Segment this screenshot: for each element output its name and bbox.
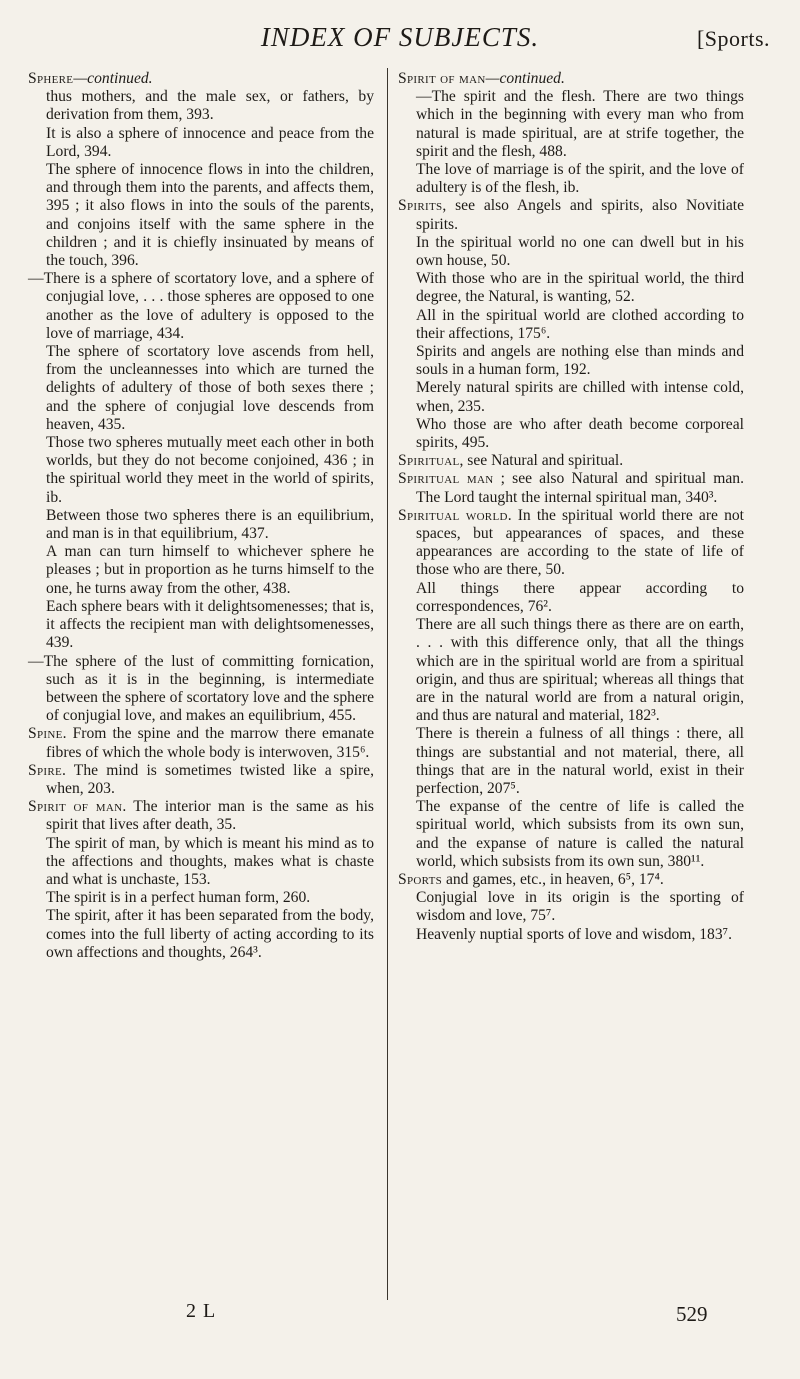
index-subentry: The love of marriage is of the spirit, and the love of adultery is of the flesh, ib. (416, 161, 744, 197)
entry-heading: Spine (28, 725, 63, 743)
index-subentry: The sphere of scortatory love ascends from hell, from the uncleannesses into which are turned the delights of adultery of those of both sexes there ; and the sphere of conjugial love descends from heaven, 435. (46, 343, 374, 433)
index-subentry: The sphere of innocence flows in into the children, and through them into the parents, and affects them, 395 ; it also flows in into the souls of the parents, and conjoins itself with the same sphere in the children ; and it is chiefly insinuated by means of the touch, 396. (46, 161, 374, 270)
entry-heading: Spire (28, 761, 63, 779)
index-subentry: Who those are who after death become corporeal spirits, 495. (416, 415, 744, 452)
entry-text: . In the spiritual world there are not spaces, but appearances of spaces, and these appearances are according to the state of life of those who are there, 50. (416, 506, 744, 579)
index-subentry: —The sphere of the lust of committing fornication, such as it is in the beginning, is intermediate between the sphere of scortatory love and the sphere of conjugial love, and makes an equilibrium, 455. (28, 652, 374, 725)
entry-text: —continued. (485, 70, 565, 87)
entry-text: —continued. (73, 70, 153, 87)
index-subentry: thus mothers, and the male sex, or fathers, by derivation from them, 393. (46, 88, 374, 124)
index-subentry: All in the spiritual world are clothed according to their affections, 175⁶. (416, 306, 744, 342)
index-entry (28, 762, 374, 798)
index-entry (398, 70, 744, 88)
entry-heading: Spirits (398, 197, 443, 215)
page-number: 529 (676, 1302, 708, 1326)
index-subentry: There is therein a fulness of all things : there, all things are substantial and not material, there, all things that are in the natural world, exist in their perfection, 207⁵. (416, 725, 744, 797)
index-entry (28, 725, 374, 761)
index-subentry: Conjugial love in its origin is the sporting of wisdom and love, 75⁷. (416, 889, 744, 925)
index-subentry: All things there appear according to correspondences, 76². (416, 579, 744, 615)
index-subentry: The spirit is in a perfect human form, 260. (46, 889, 311, 907)
entry-text: , see also Angels and spirits, also Novitiate spirits. (416, 197, 744, 233)
index-subentry: The spirit, after it has been separated from the body, comes into the full liberty of acting according to its own affections and thoughts, 264³. (46, 907, 374, 961)
index-entry (398, 470, 744, 506)
entry-text: , see Natural and spiritual. (459, 452, 624, 470)
left-column (28, 70, 374, 962)
index-entry (28, 798, 374, 834)
index-subentry: —There is a sphere of scortatory love, and a sphere of conjugial love, . . . those spheres are opposed to one another as the love of adultery is opposed to the love of marriage, 434. (28, 270, 374, 342)
index-subentry: Merely natural spirits are chilled with intense cold, when, 235. (416, 379, 744, 415)
entry-text: . From the spine and the marrow there emanate fibres of which the whole body is interwoven, 315⁶. (46, 725, 374, 761)
index-subentry: Those two spheres mutually meet each other in both worlds, but they do not become conjoined, 436 ; in the spiritual world they meet in the world of spirits, ib. (46, 434, 374, 506)
index-entry (28, 70, 374, 88)
entry-heading: Spiritual world (398, 506, 508, 524)
entry-text: and games, etc., in heaven, 6⁵, 17⁴. (442, 870, 664, 888)
entry-heading: Spirit of man (398, 70, 486, 87)
entry-heading: Spirit of man (28, 798, 123, 816)
index-subentry: Spirits and angels are nothing else than minds and souls in a human form, 192. (416, 343, 744, 379)
index-subentry: Heavenly nuptial sports of love and wisdom, 183⁷. (416, 925, 732, 943)
index-subentry: A man can turn himself to whichever sphere he pleases ; but in proportion as he turns himself to the one, he turns away from the other, 438. (46, 543, 374, 597)
index-subentry: It is also a sphere of innocence and peace from the Lord, 394. (46, 124, 374, 160)
index-subentry: There are all such things there as there are on earth, . . . with this difference only, that all the things which are in the spiritual world are from a spiritual origin, and thus are spiritual; whereas all things that are in the natural world are from a natural origin, and thus are natural and material, 182³. (416, 616, 744, 725)
index-subentry: Each sphere bears with it delightsomenesses; that is, it affects the recipient man with delightsomenesses, 439. (46, 597, 374, 652)
index-entry (398, 452, 744, 470)
index-entry (398, 871, 744, 889)
page-header (0, 18, 800, 58)
entry-heading: Sports (398, 870, 443, 888)
index-entry (398, 507, 744, 580)
entry-heading: Spiritual (398, 452, 460, 470)
index-subentry: Between those two spheres there is an equilibrium, and man is in that equilibrium, 437. (46, 506, 374, 543)
index-subentry: —The spirit and the flesh. There are two things which in the beginning with every man who from natural is made spiritual, are at strife together, the spirit and the flesh, 488. (416, 88, 744, 160)
section-tag: [Sports. (696, 26, 770, 51)
entry-heading: Spiritual man (398, 470, 494, 488)
index-subentry: In the spiritual world no one can dwell but in his own house, 50. (416, 233, 744, 270)
index-subentry: The expanse of the centre of life is called the spiritual world, which subsists from its own sun, and the expanse of nature is called the natural world, which subsists from its own sun, 380¹¹. (416, 798, 744, 870)
entry-text: . The interior man is the same as his spirit that lives after death, 35. (46, 798, 374, 834)
index-entry (398, 197, 744, 233)
signature-mark: 2 L (186, 1300, 217, 1322)
index-subentry: The spirit of man, by which is meant his mind as to the affections and thoughts, makes what is chaste and what is unchaste, 153. (46, 834, 374, 888)
running-title: INDEX OF SUBJECTS. (260, 22, 540, 52)
entry-text: . The mind is sometimes twisted like a spire, when, 203. (46, 761, 374, 797)
column-divider (387, 68, 388, 1300)
right-column (398, 70, 744, 944)
index-subentry: With those who are in the spiritual world, the third degree, the Natural, is wanting, 52. (416, 270, 744, 306)
entry-heading: Sphere (28, 70, 74, 87)
entry-text: ; see also Natural and spiritual man. The Lord taught the internal spiritual man, 340³. (416, 470, 744, 506)
